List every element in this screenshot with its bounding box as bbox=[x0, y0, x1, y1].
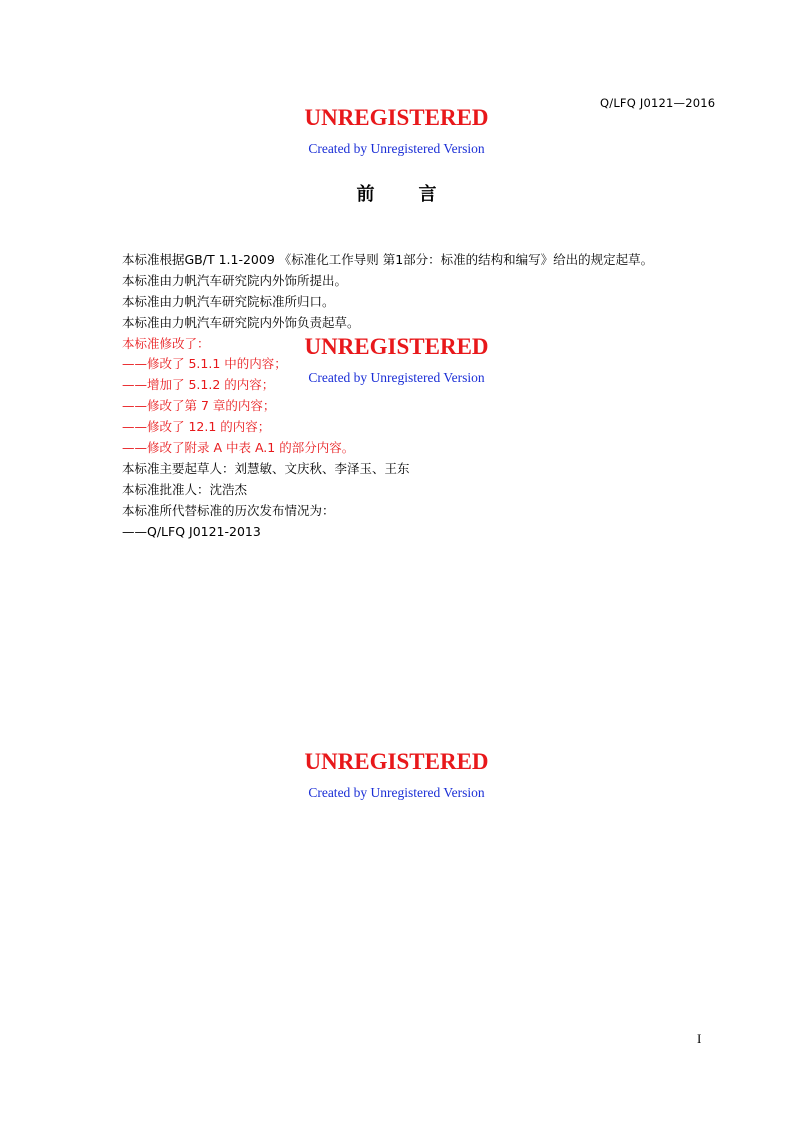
foreword-line-approver: 本标准批准人：沈浩杰 bbox=[122, 481, 248, 497]
watermark-title: UNREGISTERED bbox=[304, 749, 489, 774]
foreword-line-drafting-basis: 本标准根据GB/T 1.1-2009 《标准化工作导则 第1部分：标准的结构和编写》给出的规定起草。 bbox=[122, 252, 654, 267]
page-number: I bbox=[697, 1031, 702, 1046]
foreword-line-proposer: 本标准由力帆汽车研究院内外饰所提出。 bbox=[122, 272, 348, 288]
foreword-line-history-item: ——Q/LFQ J0121-2013 bbox=[122, 523, 261, 539]
foreword-heading: 前言 bbox=[356, 184, 481, 205]
foreword-line-drafting-unit: 本标准由力帆汽车研究院内外饰负责起草。 bbox=[122, 314, 360, 330]
change-item: ——增加了 5.1.2 的内容； bbox=[122, 377, 275, 393]
foreword-line-history-intro: 本标准所代替标准的历次发布情况为： bbox=[122, 502, 335, 518]
change-item: ——修改了 12.1 的内容； bbox=[122, 419, 271, 435]
foreword-line-changes-intro: 本标准修改了： bbox=[122, 335, 210, 351]
watermark-subtitle: Created by Unregistered Version bbox=[308, 370, 485, 385]
foreword-line-centralized: 本标准由力帆汽车研究院标准所归口。 bbox=[122, 293, 335, 309]
change-item: ——修改了附录 A 中表 A.1 的部分内容。 bbox=[122, 440, 355, 456]
watermark-subtitle: Created by Unregistered Version bbox=[308, 785, 485, 800]
watermark-title: UNREGISTERED bbox=[304, 105, 489, 130]
foreword-line-drafters: 本标准主要起草人：刘慧敏、文庆秋、李泽玉、王东 bbox=[122, 460, 410, 476]
change-item: ——修改了第 7 章的内容； bbox=[122, 398, 276, 414]
document-code: Q/LFQ J0121—2016 bbox=[600, 96, 716, 110]
foreword-body bbox=[122, 250, 742, 542]
watermark-subtitle: Created by Unregistered Version bbox=[308, 141, 485, 156]
change-item: ——修改了 5.1.1 中的内容； bbox=[122, 356, 287, 372]
watermark-title: UNREGISTERED bbox=[304, 334, 489, 359]
